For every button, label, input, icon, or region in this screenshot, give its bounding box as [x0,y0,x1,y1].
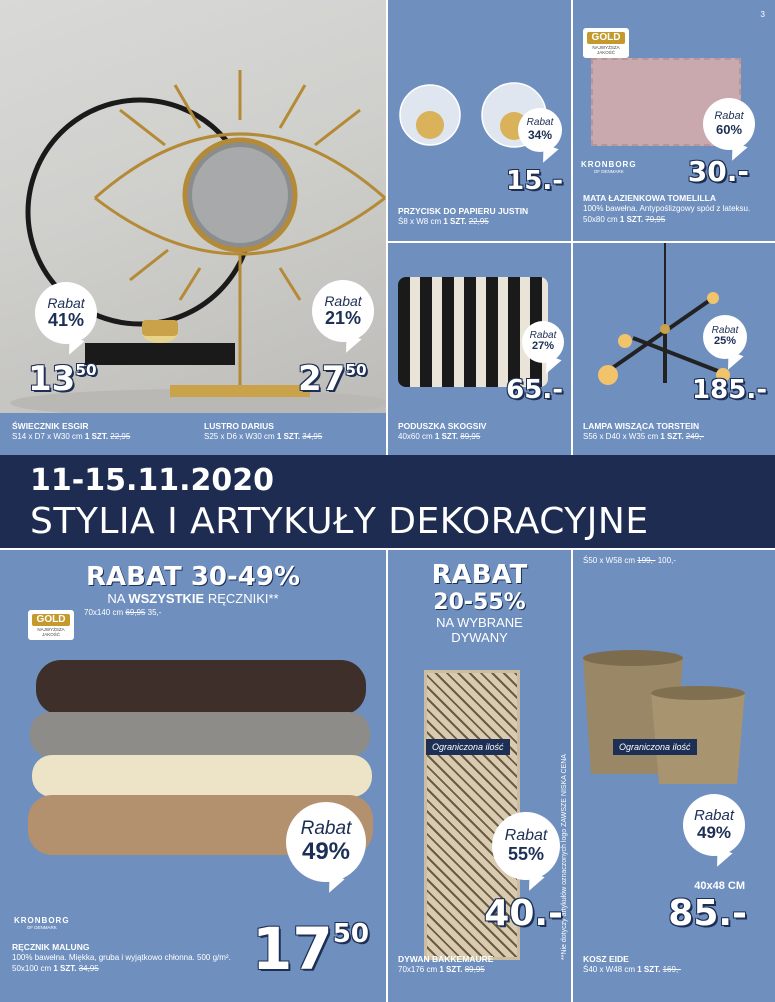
product-info-torstein: LAMPA WISZĄCA TORSTEIN S56 x D40 x W35 cm 1 SZT. 249,- [583,421,704,442]
wicker-basket-illustration [573,646,775,806]
gold-quality-badge: GOLD NAJWYŻSZA JAKOŚĆ [28,610,74,640]
rabat-percent: 41% [47,309,85,330]
panel-justin [388,0,571,241]
product-info-malung: RĘCZNIK MALUNG 100% bawełna. Miękka, gruba i wyjątkowo chłonna. 500 g/m². 50x100 cm 1 SZT. 34,95 [12,942,231,974]
limited-quantity-tag: Ograniczona ilość [426,739,510,755]
kronborg-logo: KRONBORG OF DENMARK [14,916,70,930]
rabat-bubble-justin: Rabat 34% [518,108,562,152]
price-torstein: 185.- [692,375,767,405]
rabat-bubble-torstein: Rabat 25% [703,315,747,359]
price-eide: 85.- [668,893,747,934]
footnote-vertical: **Nie dotyczy artykułów oznaczonych logo ZAWSZE NISKA CENA [561,754,569,960]
rabat-bubble-esgir [35,282,97,344]
product-info-esgir: ŚWIECZNIK ESGIR S14 x D7 x W30 cm 1 SZT. 22,95 [12,421,131,442]
product-name: LUSTRO DARIUS [204,421,274,431]
product-info-darius: LUSTRO DARIUS S25 x D6 x W30 cm 1 SZT. 34,95 [204,421,323,442]
rabat-percent: 21% [324,307,362,328]
product-info-skogsiv: PODUSZKA SKOGSIV 40x60 cm 1 SZT. 89,95 [398,421,487,442]
product-info-eide: KOSZ EIDE Ś40 x W48 cm 1 SZT. 169,- [583,954,681,975]
panel-malung [0,550,386,1002]
panel-bakkemaure [388,550,571,1002]
photo-panel-esgir-darius [0,0,386,413]
basket-variant-price: Ś50 x W58 cm 199,- 100,- [583,556,676,565]
product-name: ŚWIECZNIK ESGIR [12,421,89,431]
limited-quantity-tag: Ograniczona ilość [613,739,697,755]
product-info-justin: PRZYCISK DO PAPIERU JUSTIN Ś8 x W8 cm 1 SZT. 22,95 [398,206,529,227]
panel-eide [573,550,775,1002]
towel-subheadline: NA WSZYSTKIE RĘCZNIKI** [107,591,279,606]
rabat-bubble-tomelilla: Rabat 60% [703,98,755,150]
product-info-bakkemaure: DYWAN BAKKEMAURE 70x176 cm 1 SZT. 89,95 [398,954,494,975]
towel-variant-price: 70x140 cm 69,95 35,- [84,608,162,617]
rabat-bubble-malung: Rabat 49% [286,802,366,882]
eye-mirror-illustration [0,0,386,413]
date-banner [0,455,775,548]
rabat-bubble-skogsiv: Rabat 27% [522,321,564,363]
price-malung: $17^{50}$ [252,915,370,983]
price-justin: 15.- [506,166,563,196]
panel-tomelilla [573,0,775,241]
banner-title: STYLIA I ARTYKUŁY DEKORACYJNE [30,501,649,542]
banner-date: 11-15.11.2020 [30,463,274,498]
towel-headline: RABAT 30-49% [85,562,301,592]
page-number: 3 [760,10,765,19]
rabat-bubble-eide: Rabat 49% [683,794,745,856]
rabat-label: Rabat [324,293,362,310]
product-info-tomelilla: MATA ŁAZIENKOWA TOMELILLA 100% bawełna. Antypoślizgowy spód z lateksu. 50x80 cm 1 SZT. 79,95 [583,193,751,225]
rabat-bubble-darius [312,280,374,342]
price-bakkemaure: 40.- [484,893,563,934]
price-darius: $27^{50}$ [298,359,367,399]
gold-quality-badge: GOLD NAJWYŻSZA JAKOŚĆ [583,28,629,58]
rug-headline: RABAT 20-55% NA WYBRANE DYWANY [431,560,528,645]
rabat-bubble-bakkemaure: Rabat 55% [492,812,560,880]
price-esgir: $13^{50}$ [28,359,97,399]
basket-size-label: 40x48 CM [694,880,745,892]
kronborg-logo: KRONBORG OF DENMARK [581,160,637,174]
panel-skogsiv [388,243,571,455]
panel-torstein [573,243,775,455]
rabat-label: Rabat [47,295,85,312]
price-tomelilla: 30.- [687,155,749,188]
price-skogsiv: 65.- [506,375,563,405]
